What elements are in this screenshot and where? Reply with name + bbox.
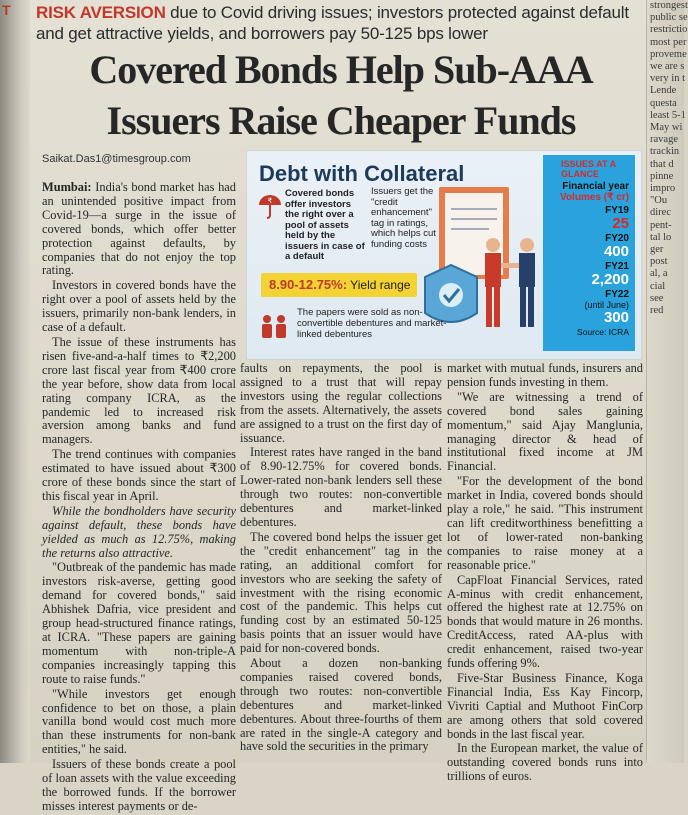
article-paragraph: Five-Star Business Finance, Koga Financial India, Ess Kay Fincorp, Vivriti Captial and Muthoot FinCorp are among others that sold covered bonds in the last fiscal year.	[447, 670, 643, 741]
glance-row	[543, 262, 635, 287]
adjacent-column-line: that d	[650, 158, 674, 170]
paragraph-text: India's bond market has had an unintended positive impact from Covid-19—a surge in the issue of covered bonds, which offer better protection against defaults, by companies that do not enjoy the top rating.	[42, 180, 236, 278]
adjacent-column-line: impro	[650, 183, 676, 195]
article-column-3	[447, 362, 643, 785]
article-paragraph: "We are witnessing a trend of covered bond sales gaining momentum," said Ajay Manglunia, managing director & head of institutional fixed income at JM Financial.	[447, 389, 643, 474]
adjacent-column-line: least 5-1	[650, 109, 686, 121]
adjacent-column-line: trackin	[650, 146, 680, 158]
glance-unit: (₹ cr)	[603, 192, 629, 203]
adjacent-column-line: proveme	[650, 48, 687, 60]
glance-year: FY22	[605, 289, 629, 300]
infographic-text-covered-bonds: Covered bonds offer investors the right over a pool of assets held by the issuers in case of a default	[285, 188, 365, 262]
article-paragraph: The issue of these instruments has risen five-and-a-half times to ₹2,200 crore last fiscal year from ₹400 crore the year before, show data from local rating company ICRA, as the pandemic led to increased risk aversion among banks and fund managers.	[42, 334, 236, 447]
adjacent-column-line: see	[650, 292, 664, 304]
article-paragraph: While the bondholders have security against default, these bonds have yielded as much as 12.75%, making the returns also attractive.	[42, 503, 236, 560]
article-paragraph: "While investors get enough confidence to bet on those, a plain vanilla bond would cost much more than these instruments for non-bank entities," he said.	[42, 686, 236, 757]
adjacent-column-line: most per	[650, 36, 687, 48]
glance-header-unit	[549, 192, 629, 203]
infographic-text-papers-sold: The papers were sold as non-convertible debentures and market-linked debentures	[297, 307, 447, 340]
glance-row	[543, 206, 635, 231]
article-paragraph: "Outbreak of the pandemic has made investors risk-averse, getting good demand for covered bonds," said Abhishek Dafria, vice president and group head-structured finance ratings, at ICRA. "These papers are gaining momentum with non-triple-A companies increasingly tapping this route to raise funds."	[42, 560, 236, 686]
glance-rows	[543, 206, 635, 325]
infographic-debt-with-collateral	[246, 150, 642, 360]
article-column-1	[42, 181, 236, 815]
article-paragraph: About a dozen non-banking companies raised covered bonds, through two routes: non-convertible debentures and market-linked debentures. About three-fourths of them are rated in the single-A category and have sold the securities in the primary	[240, 656, 442, 754]
headline	[36, 44, 646, 146]
glance-header	[543, 179, 635, 203]
adjacent-column-line: pinne	[650, 170, 674, 182]
adjacent-column-line: al, a	[650, 268, 668, 280]
adjacent-column	[646, 0, 688, 763]
glance-volume: 300	[603, 309, 629, 326]
adjacent-column-line: questa	[650, 97, 677, 109]
issues-at-a-glance-panel	[543, 155, 635, 351]
adjacent-column-line: direc	[650, 207, 671, 219]
adjacent-column-line: ger	[650, 244, 664, 256]
glance-year-note: (until June)	[584, 300, 629, 310]
adjacent-column-line: "Ou	[650, 195, 668, 207]
glance-source: Source: ICRA	[577, 327, 629, 337]
dateline: Mumbai:	[42, 180, 92, 194]
article-paragraph: Interest rates have ranged in the band of 8.90-12.75% for covered bonds. Lower-rated non-bank lenders sell these through two routes: non-convertible debentures and market-linked debentures.	[240, 445, 442, 529]
glance-year: FY19	[605, 205, 629, 216]
adjacent-column-line: strongest	[650, 0, 688, 11]
headline-line-1: Covered Bonds Help Sub-AAA	[89, 47, 593, 92]
article-paragraph: In the European market, the value of outstanding covered bonds runs into trillions of euros.	[447, 741, 643, 784]
infographic-text-credit-enhancement: Issuers get the "credit enhancement" tag in ratings, which helps cut funding costs	[371, 186, 436, 250]
adjacent-column-line: public se	[650, 12, 688, 24]
glance-row	[543, 234, 635, 259]
article-paragraph: faults on repayments, the pool is assigned to a trust that will repay investors using the regular collections from the assets. Alternatively, the assets are assigned to a trust on the first day of issuance.	[240, 361, 442, 445]
article-paragraph: Investors in covered bonds have the right over a pool of assets held by the issuers, primarily non-bank lenders, in case of a default.	[42, 278, 236, 335]
article-paragraph	[42, 181, 236, 278]
article-paragraph: CapFloat Financial Services, rated A-minus with credit enhancement, offered the highest rate at 12.75% on bonds that would mature in 26 months. CreditAccess, rated AA-plus with credit enhancement, raised two-year funds offering 9%.	[447, 572, 643, 671]
umbrella-icon	[257, 193, 283, 219]
headline-line-2: Issuers Raise Cheaper Funds	[106, 98, 576, 143]
yield-range-value: 8.90-12.75%:	[269, 277, 348, 292]
glance-volume: 2,200	[591, 271, 629, 288]
adjacent-column-line: tal lo	[650, 231, 672, 243]
kicker-tag: RISK AVERSION	[36, 3, 166, 22]
adjacent-column-line: red	[650, 305, 664, 317]
glance-volume: 400	[603, 243, 629, 260]
adjacent-column-line: very in t	[650, 73, 685, 85]
adjacent-column-line: Lende	[650, 85, 677, 97]
adjacent-column-line: ravage	[650, 134, 678, 146]
adjacent-column-line: May wi	[650, 122, 683, 134]
article-paragraph: The trend continues with companies estimated to have issued about ₹300 crore of these bonds since the start of this fiscal year in April.	[42, 447, 236, 503]
infographic-title: Debt with Collateral	[259, 161, 465, 186]
glance-title: ISSUES AT A GLANCE	[561, 159, 616, 179]
article-column-2	[240, 362, 442, 755]
glance-unit-label: Volumes	[560, 192, 601, 203]
glance-year: FY21	[605, 261, 629, 272]
adjacent-column-line: we are s	[650, 61, 685, 73]
adjacent-column-line: restrictio	[650, 24, 688, 36]
byline: Saikat.Das1@timesgroup.com	[42, 153, 191, 165]
adjacent-column-line: cial	[650, 280, 666, 292]
article-paragraph: Issuers of these bonds create a pool of loan assets with the value exceeding the borrowed funds. If the borrower misses interest payments or de-	[42, 757, 236, 813]
article-paragraph: The covered bond helps the issuer get the "credit enhancement" tag in the rating, an additional comfort for investors who are seeking the safety of investment with the rising economic cost of the pandemic. This helps cut funding cost by an estimated 50-125 basis points that an issuer would have paid for non-covered bonds.	[240, 529, 442, 656]
adjacent-column-line: pent-	[650, 219, 672, 231]
article-paragraph: market with mutual funds, insurers and pension funds investing in them.	[447, 361, 643, 389]
svg-text:₹: ₹	[267, 198, 273, 205]
article-paragraph: "For the development of the bond market in India, covered bonds should play a role," he said. "This instrument can lift creditworthiness benefitting a lot of lower-rated non-banking companies to raise money at a reasonable price."	[447, 474, 643, 572]
adjacent-page-edge	[0, 0, 30, 763]
yield-range-label: Yield range	[347, 278, 411, 292]
glance-volume: 25	[612, 215, 629, 232]
kicker-text: due to Covid driving issues; investors protected against default and get attractive yields, and borrowers pay 50-125 bps lower	[36, 3, 629, 43]
glance-row	[543, 290, 635, 325]
kicker	[36, 2, 646, 44]
glance-header-year: Financial year	[562, 181, 629, 192]
adjacent-column-line: post	[650, 256, 668, 268]
people-icon	[259, 311, 291, 341]
glance-year: FY20	[605, 233, 629, 244]
adjacent-headline-stub: T	[2, 2, 11, 18]
yield-range-banner	[261, 273, 417, 297]
